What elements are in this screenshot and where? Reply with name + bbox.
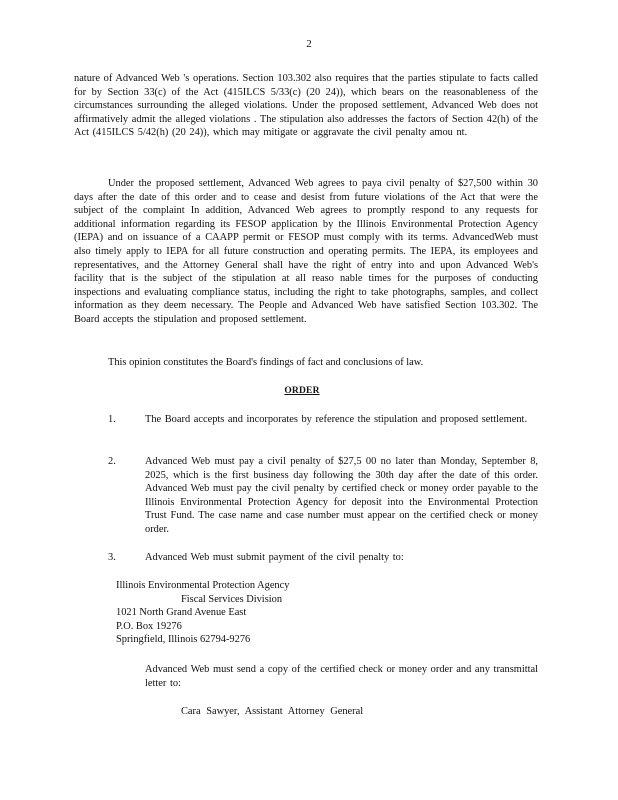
transmittal-instruction: Advanced Web must send a copy of the certified check or money order and any transmittal letter to:	[145, 664, 538, 689]
address-agency: Illinois Environmental Protection Agency	[116, 580, 290, 591]
order-item-2-text: Advanced Web must pay a civil penalty of $27,5 00 no later than Monday, September 8, 2025, which is the first business day following the 30th day after the date of this order. Advanced Web must pay the civil penalty by certified check or money order payable to the Illinois Environmental Protection Agency for deposit into the Environmental Protection Trust Fund. The case name and case number must appear on the certified check or money order.	[145, 456, 538, 535]
address-po-box: P.O. Box 19276	[116, 620, 182, 632]
findings-statement: This opinion constitutes the Board's findings of fact and conclusions of law.	[108, 357, 424, 368]
order-item-3-text: Advanced Web must submit payment of the civil penalty to:	[145, 552, 404, 563]
contact-name: Cara Sawyer, Assistant Attorney General	[181, 706, 364, 717]
order-item-2-number: 2.	[108, 456, 116, 467]
address-division: Fiscal Services Division	[181, 593, 283, 605]
payment-address	[116, 579, 416, 647]
order-item-1-number: 1.	[108, 414, 116, 425]
paragraph-settlement: Under the proposed settlement, Advanced Web agrees to paya civil penalty of $27,500 within 30 days after the date of this order and to cease and desist from future violations of the Act that were the subject of the complaint In addition, Advanced Web agrees to promptly respond to any requests for additional information regarding its FESOP application by the Illinois Environmental Protection Agency (IEPA) and on issuance of a CAAPP permit or FESOP must comply with its terms. AdvancedWeb must also timely apply to IEPA for all future construction and operating permits. The IEPA, its employees and representatives, and the Attorney General shall have the right of entry into and upon Advanced Web's facility that is the subject of the stipulation at all reaso nable times for the purposes of conducting inspections and evaluating compliance status, including the right to take photographs, samples, and collect information as they deem necessary. The People and Advanced Web have satisfied Section 103.302. The Board accepts the stipulation and proposed settlement.	[74, 178, 538, 325]
order-heading-text: ORDER	[284, 386, 320, 396]
paragraph-operations: nature of Advanced Web 's operations. Section 103.302 also requires that the parties stipulate to facts called for by Section 33(c) of the Act (415ILCS 5/33(c) (20 24)), which bears on the reasonableness of the circumstances surrounding the alleged violations. Under the proposed settlement, Advanced Web does not affirmatively admit the alleged violations . The stipulation also addresses the factors of Section 42(h) of the Act (415ILCS 5/42(h) (20 24)), which may mitigate or aggravate the civil penalty amou nt.	[74, 73, 538, 139]
order-item-1-text: The Board accepts and incorporates by reference the stipulation and proposed settlement.	[145, 414, 528, 425]
order-heading	[0, 385, 618, 399]
page-number: 2	[306, 38, 312, 50]
order-item-3-number: 3.	[108, 552, 116, 563]
address-street: 1021 North Grand Avenue East	[116, 607, 247, 619]
address-city: Springfield, Illinois 62794-9276	[116, 634, 251, 646]
